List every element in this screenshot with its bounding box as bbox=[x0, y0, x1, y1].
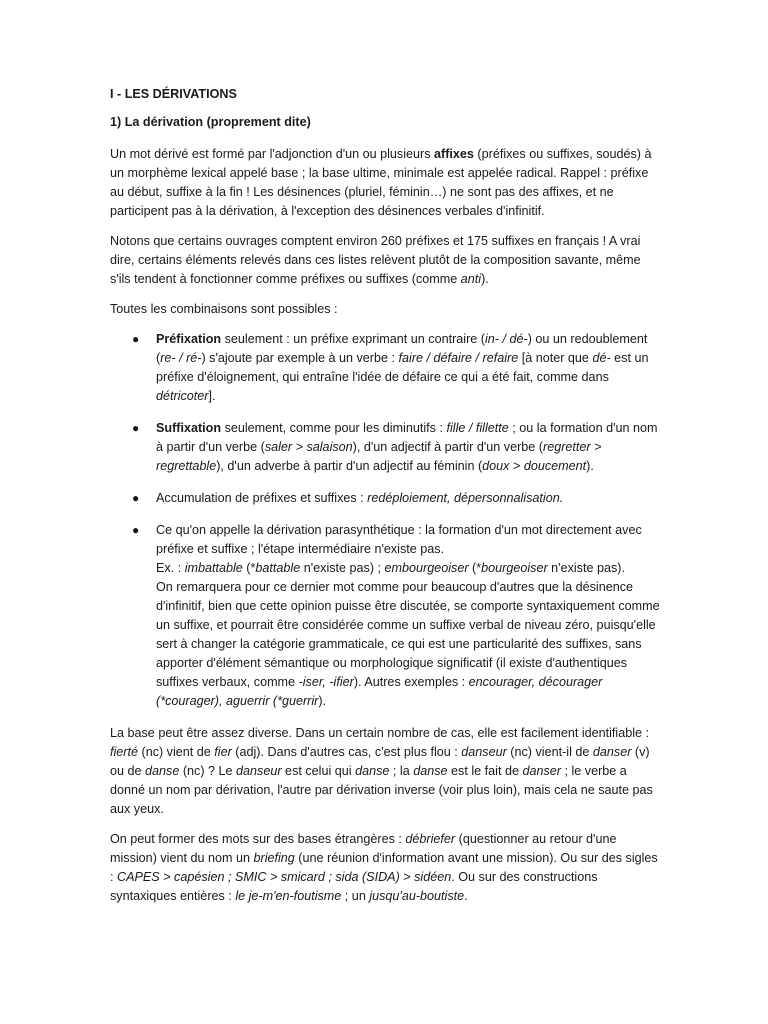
paragraph-definition: Un mot dérivé est formé par l'adjonction d'un ou plusieurs affixes (préfixes ou suffixes, soudés) à un morphème lexical appelé base ; la base ultime, minimale est appelée radical. Rappel : préfixe au début, suffixe à la fin ! Les désinences (pluriel, féminin…) ne sont pas des affixes, et ne participent pas à la dérivation, à l'exception des désinences verbales d'infinitif. bbox=[110, 147, 652, 218]
subsection-heading: 1) La dérivation (proprement dite) bbox=[110, 115, 311, 129]
list-item-parasynthetic: ● Ce qu'on appelle la dérivation parasynthétique : la formation d'un mot directement avec préfixe et suffixe ; l'étape intermédiaire n'existe pas. Ex. : imbattable (*battable n'existe pas) ; embourgeoiser (*bourgeoiser n'existe pas). On remarquera pour ce dernier mot comme pour beaucoup d'autres que la désinence d'infinitif, bien que cette opinion puisse être discutée, se comporte syntaxiquement comme un suffixe, et pourrait être considérée comme un suffixe verbal de niveau zéro, puisqu'elle sert à changer la catégorie grammaticale, ce qui est une particularité des suffixes, sans apporter d'élément sémantique ou morphologique significatif (il existe d'authentiques suffixes verbaux, comme -iser, -ifier). Autres exemples : encourager, décourager (*courager), aguerrir (*guerrir). bbox=[132, 523, 660, 708]
bullet-icon: ● bbox=[132, 332, 140, 346]
list-item-suffixation: ● Suffixation seulement, comme pour les diminutifs : fille / fillette ; ou la formation d'un nom à partir d'un verbe (saler > salaison), d'un adjectif à partir d'un verbe (regretter > regrettable), d'un adverbe à partir d'un adjectif au féminin (doux > doucement). bbox=[132, 421, 658, 473]
list-item-accumulation: ● Accumulation de préfixes et suffixes : redéploiement, dépersonnalisation. bbox=[110, 489, 660, 508]
document-body bbox=[110, 85, 660, 917]
paragraph-combinations: Toutes les combinaisons sont possibles : bbox=[110, 302, 338, 316]
bullet-icon: ● bbox=[132, 421, 140, 435]
paragraph-counts: Notons que certains ouvrages comptent environ 260 préfixes et 175 suffixes en français ! A vrai dire, certains éléments relevés dans ces listes relèvent plutôt de la composition savante, même s'ils tendent à fonctionner comme préfixes ou suffixes (comme anti). bbox=[110, 234, 641, 286]
section-heading: I - LES DÉRIVATIONS bbox=[110, 87, 237, 101]
paragraph-base: La base peut être assez diverse. Dans un certain nombre de cas, elle est facilement identifiable : fierté (nc) vient de fier (adj). Dans d'autres cas, c'est plus flou : danseur (nc) vient-il de danser (v) ou de danse (nc) ? Le danseur est celui qui danse ; la danse est le fait de danser ; le verbe a donné un nom par dérivation, l'autre par dérivation inverse (voir plus loin), mais cela ne saute pas aux yeux. bbox=[110, 726, 653, 816]
combination-list bbox=[110, 330, 660, 711]
list-item-prefixation: ● Préfixation seulement : un préfixe exprimant un contraire (in- / dé-) ou un redoublement (re- / ré-) s'ajoute par exemple à un verbe : faire / défaire / refaire [à noter que dé- est un préfixe d'éloignement, qui entraîne l'idée de défaire ce qui a été fait, comme dans détricoter]. bbox=[132, 332, 649, 403]
bullet-icon: ● bbox=[132, 523, 140, 537]
paragraph-foreign-bases: On peut former des mots sur des bases étrangères : débriefer (questionner au retour d'une mission) vient du nom un briefing (une réunion d'information avant une mission). Ou sur des sigles : CAPES > capésien ; SMIC > smicard ; sida (SIDA) > sidéen. Ou sur des constructions syntaxiques entières : le je-m'en-foutisme ; un jusqu'au-boutiste. bbox=[110, 832, 658, 903]
bullet-icon: ● bbox=[132, 491, 140, 505]
